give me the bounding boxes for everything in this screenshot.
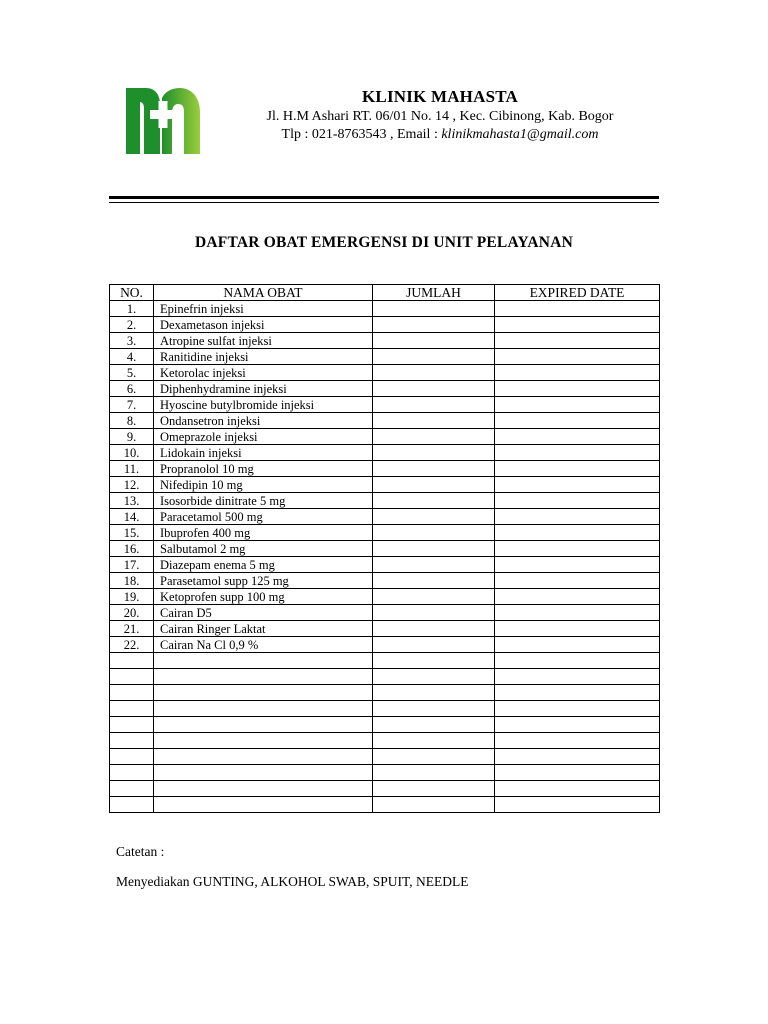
medicine-name: Cairan Ringer Laktat [154,621,373,637]
clinic-logo-icon [126,88,200,154]
row-number: 21. [110,621,154,637]
medicine-name: Atropine sulfat injeksi [154,333,373,349]
medicine-name: Ondansetron injeksi [154,413,373,429]
quantity-cell [373,621,495,637]
row-number: 16. [110,541,154,557]
medicine-name: Epinefrin injeksi [154,301,373,317]
row-number: 9. [110,429,154,445]
row-number: 11. [110,461,154,477]
medicine-name: Cairan Na Cl 0,9 % [154,637,373,653]
medicine-name [154,669,373,685]
row-number: 8. [110,413,154,429]
medicine-name: Cairan D5 [154,605,373,621]
medicine-name [154,733,373,749]
column-header-name: NAMA OBAT [154,285,373,301]
expired-date-cell [495,349,660,365]
contact-email: klinikmahasta1@gmail.com [441,127,599,142]
row-number [110,685,154,701]
row-number: 13. [110,493,154,509]
row-number: 4. [110,349,154,365]
table-row [110,541,660,557]
table-row [110,413,660,429]
table-row [110,733,660,749]
medicine-name: Ketoprofen supp 100 mg [154,589,373,605]
quantity-cell [373,797,495,813]
quantity-cell [373,701,495,717]
quantity-cell [373,429,495,445]
clinic-name: KLINIK MAHASTA [362,87,518,106]
expired-date-cell [495,333,660,349]
expired-date-cell [495,445,660,461]
expired-date-cell [495,381,660,397]
notes-text: Menyediakan GUNTING, ALKOHOL SWAB, SPUIT, NEEDLE [116,874,469,889]
table-header-row [110,285,660,301]
expired-date-cell [495,621,660,637]
medicine-name: Diphenhydramine injeksi [154,381,373,397]
expired-date-cell [495,413,660,429]
expired-date-cell [495,429,660,445]
row-number: 22. [110,637,154,653]
notes-label: Catetan : [116,844,165,859]
quantity-cell [373,365,495,381]
medicine-name: Salbutamol 2 mg [154,541,373,557]
quantity-cell [373,653,495,669]
table-row [110,317,660,333]
quantity-cell [373,477,495,493]
medicine-table [109,284,660,813]
expired-date-cell [495,541,660,557]
column-header-qty: JUMLAH [373,285,495,301]
expired-date-cell [495,365,660,381]
expired-date-cell [495,605,660,621]
table-row [110,445,660,461]
row-number: 10. [110,445,154,461]
row-number [110,797,154,813]
row-number: 1. [110,301,154,317]
table-row [110,397,660,413]
medicine-name: Diazepam enema 5 mg [154,557,373,573]
expired-date-cell [495,637,660,653]
quantity-cell [373,413,495,429]
row-number [110,669,154,685]
quantity-cell [373,493,495,509]
expired-date-cell [495,669,660,685]
table-row [110,365,660,381]
quantity-cell [373,605,495,621]
table-row [110,333,660,349]
clinic-address: Jl. H.M Ashari RT. 06/01 No. 14 , Kec. Cibinong, Kab. Bogor [266,109,614,124]
medicine-name [154,717,373,733]
expired-date-cell [495,765,660,781]
table-row [110,461,660,477]
medicine-name: Paracetamol 500 mg [154,509,373,525]
medicine-name [154,653,373,669]
medicine-name: Ketorolac injeksi [154,365,373,381]
row-number [110,717,154,733]
quantity-cell [373,301,495,317]
header-divider-thin [109,202,659,203]
expired-date-cell [495,733,660,749]
medicine-name: Ibuprofen 400 mg [154,525,373,541]
table-row [110,605,660,621]
medicine-name [154,749,373,765]
table-row [110,381,660,397]
row-number: 20. [110,605,154,621]
expired-date-cell [495,301,660,317]
table-row [110,621,660,637]
medicine-name: Parasetamol supp 125 mg [154,573,373,589]
expired-date-cell [495,701,660,717]
table-row [110,637,660,653]
table-row [110,525,660,541]
medicine-name [154,701,373,717]
expired-date-cell [495,589,660,605]
expired-date-cell [495,781,660,797]
quantity-cell [373,717,495,733]
medicine-table-body [110,301,660,813]
header-divider-thick [109,196,659,199]
table-row [110,749,660,765]
expired-date-cell [495,317,660,333]
quantity-cell [373,541,495,557]
row-number [110,765,154,781]
medicine-name: Nifedipin 10 mg [154,477,373,493]
table-row [110,589,660,605]
expired-date-cell [495,493,660,509]
letterhead [210,86,670,144]
quantity-cell [373,317,495,333]
quantity-cell [373,733,495,749]
table-row [110,653,660,669]
column-header-expired: EXPIRED DATE [495,285,660,301]
table-row [110,717,660,733]
expired-date-cell [495,653,660,669]
quantity-cell [373,781,495,797]
row-number: 15. [110,525,154,541]
expired-date-cell [495,717,660,733]
column-header-no: NO. [110,285,154,301]
medicine-name: Hyoscine butylbromide injeksi [154,397,373,413]
expired-date-cell [495,397,660,413]
row-number [110,781,154,797]
row-number: 3. [110,333,154,349]
table-row [110,781,660,797]
quantity-cell [373,381,495,397]
table-row [110,509,660,525]
medicine-name [154,781,373,797]
medicine-name: Lidokain injeksi [154,445,373,461]
expired-date-cell [495,525,660,541]
table-row [110,349,660,365]
medicine-name [154,765,373,781]
quantity-cell [373,749,495,765]
quantity-cell [373,397,495,413]
clinic-contact [210,126,670,144]
quantity-cell [373,461,495,477]
medicine-name: Dexametason injeksi [154,317,373,333]
table-row [110,797,660,813]
expired-date-cell [495,461,660,477]
quantity-cell [373,349,495,365]
row-number: 2. [110,317,154,333]
expired-date-cell [495,557,660,573]
expired-date-cell [495,573,660,589]
row-number [110,733,154,749]
table-row [110,685,660,701]
table-row [110,765,660,781]
row-number [110,749,154,765]
table-row [110,477,660,493]
medicine-name: Propranolol 10 mg [154,461,373,477]
medicine-name [154,797,373,813]
quantity-cell [373,573,495,589]
row-number [110,653,154,669]
row-number [110,701,154,717]
table-row [110,429,660,445]
row-number: 12. [110,477,154,493]
table-row [110,573,660,589]
quantity-cell [373,525,495,541]
table-row [110,493,660,509]
row-number: 7. [110,397,154,413]
medicine-name: Omeprazole injeksi [154,429,373,445]
quantity-cell [373,685,495,701]
table-row [110,557,660,573]
quantity-cell [373,557,495,573]
table-row [110,669,660,685]
expired-date-cell [495,749,660,765]
row-number: 19. [110,589,154,605]
quantity-cell [373,333,495,349]
table-row [110,701,660,717]
quantity-cell [373,445,495,461]
medicine-name: Isosorbide dinitrate 5 mg [154,493,373,509]
table-row [110,301,660,317]
quantity-cell [373,765,495,781]
expired-date-cell [495,509,660,525]
row-number: 18. [110,573,154,589]
document-title: DAFTAR OBAT EMERGENSI DI UNIT PELAYANAN [194,234,573,251]
quantity-cell [373,509,495,525]
quantity-cell [373,637,495,653]
expired-date-cell [495,477,660,493]
medicine-name: Ranitidine injeksi [154,349,373,365]
contact-phone: Tlp : 021-8763543 , Email : [281,127,442,142]
row-number: 5. [110,365,154,381]
medicine-name [154,685,373,701]
row-number: 6. [110,381,154,397]
expired-date-cell [495,797,660,813]
quantity-cell [373,669,495,685]
expired-date-cell [495,685,660,701]
row-number: 17. [110,557,154,573]
row-number: 14. [110,509,154,525]
quantity-cell [373,589,495,605]
